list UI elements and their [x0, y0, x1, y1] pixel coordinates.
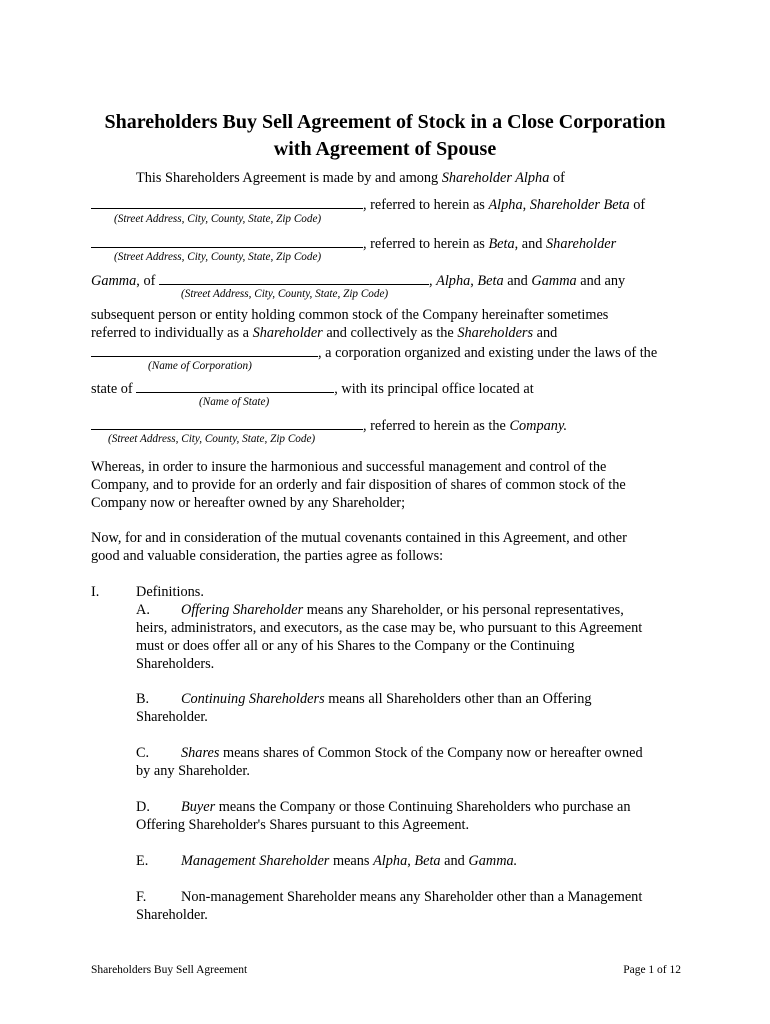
consideration-paragraph: Now, for and in consideration of the mutual covenants contained in this Agreement, and other good and valuable consideration, the parties agree as follows:	[91, 530, 627, 564]
definition-b: B. Continuing Shareholders means all Shareholders other than an Offering Shareholder.	[136, 691, 592, 725]
state-name-blank[interactable]	[136, 378, 334, 393]
footer-title: Shareholders Buy Sell Agreement	[91, 964, 248, 976]
company-address-blank[interactable]	[91, 415, 363, 430]
footer-page-number: Page 1 of 12	[623, 964, 681, 976]
gamma-address-blank[interactable]	[159, 270, 429, 285]
state-line: state of , with its principal office located at	[91, 378, 534, 398]
alpha-address-caption: (Street Address, City, County, State, Zip Code)	[114, 213, 322, 225]
gamma-address-caption: (Street Address, City, County, State, Zip Code)	[181, 288, 389, 300]
corporation-line: , a corporation organized and existing under the laws of the	[91, 342, 657, 362]
company-address-caption: (Street Address, City, County, State, Zip Code)	[108, 433, 316, 445]
definition-f: F. Non-management Shareholder means any Shareholder other than a Management Shareholder.	[136, 889, 643, 923]
subsequent-line-1: subsequent person or entity holding common stock of the Company hereinafter sometimes	[91, 307, 609, 323]
section-number: I.	[91, 584, 100, 600]
definition-d: D. Buyer means the Company or those Continuing Shareholders who purchase an Offering Shareholder's Shares pursuant to this Agreement.	[136, 799, 631, 833]
corporation-caption: (Name of Corporation)	[148, 360, 252, 372]
definition-a: A. Offering Shareholder means any Shareholder, or his personal representatives, heirs, administrators, and executors, as the case may be, who pursuant to this Agreement must or does offer all or any of his Shares to the Company or the Continuing Shareholders.	[136, 602, 643, 672]
subsequent-line-2: referred to individually as a Shareholder and collectively as the Shareholders and	[91, 325, 558, 341]
alpha-address-line: , referred to herein as Alpha, Shareholder Beta of	[91, 194, 645, 214]
company-address-line: , referred to herein as the Company.	[91, 415, 567, 435]
document-title-line-1: Shareholders Buy Sell Agreement of Stock in a Close Corporation	[104, 111, 666, 133]
gamma-address-line: Gamma, of , Alpha, Beta and Gamma and any	[91, 270, 625, 290]
definition-c: C. Shares means shares of Common Stock of the Company now or hereafter owned by any Shareholder.	[136, 745, 643, 779]
alpha-address-blank[interactable]	[91, 194, 363, 209]
intro-line: This Shareholders Agreement is made by and among Shareholder Alpha of	[136, 170, 565, 186]
beta-address-blank[interactable]	[91, 233, 363, 248]
document-title-line-2: with Agreement of Spouse	[273, 138, 497, 160]
section-heading: Definitions.	[136, 584, 204, 600]
whereas-paragraph: Whereas, in order to insure the harmonious and successful management and control of the Company, and to provide for an orderly and fair disposition of shares of common stock of the Company now or hereafter owned by any Shareholder;	[91, 459, 626, 511]
state-caption: (Name of State)	[199, 396, 270, 408]
beta-address-caption: (Street Address, City, County, State, Zip Code)	[114, 251, 322, 263]
beta-address-line: , referred to herein as Beta, and Shareholder	[91, 233, 616, 253]
definition-e: E. Management Shareholder means Alpha, Beta and Gamma.	[136, 853, 518, 869]
corporation-name-blank[interactable]	[91, 342, 318, 357]
